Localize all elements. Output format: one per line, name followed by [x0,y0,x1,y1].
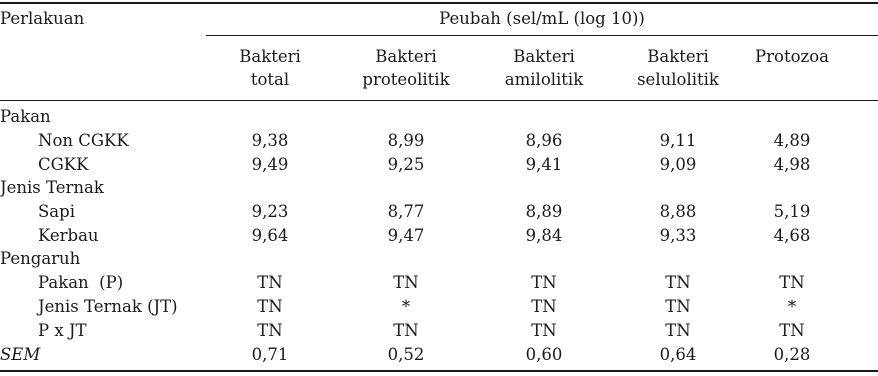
row-label-sem: SEM [0,345,41,364]
table-cell: TN [779,321,805,340]
table-cell: 9,41 [525,155,563,174]
table-cell: 8,96 [525,131,563,150]
top-rule [0,2,878,4]
table-cell: TN [665,273,691,292]
table-cell: 0,52 [387,345,425,364]
table-cell: 9,25 [387,155,425,174]
table-cell: TN [531,321,557,340]
table-cell: TN [393,321,419,340]
column-header-bakteri-selulolitik-line1: Bakteri [647,47,709,66]
row-label-sapi: Sapi [38,202,75,221]
table-cell: 9,11 [659,131,697,150]
table-cell: 9,84 [525,226,563,245]
row-label-p-x-jt: P x JT [38,321,87,340]
table-cell: 5,19 [773,202,811,221]
group-label-jenis-ternak: Jenis Ternak [0,178,104,197]
row-label-jenis-ternak-jt: Jenis Ternak (JT) [38,297,178,316]
span-header-rule [206,35,878,36]
table-cell: TN [393,273,419,292]
column-header-bakteri-proteolitik-line2: proteolitik [362,70,450,89]
table-cell: * [401,297,411,316]
table-cell: 0,60 [525,345,563,364]
table-cell: 9,09 [659,155,697,174]
table-cell: * [787,297,797,316]
table-cell: 0,28 [773,345,811,364]
column-header-bakteri-proteolitik-line1: Bakteri [375,47,437,66]
column-header-bakteri-amilolitik-line2: amilolitik [504,70,584,89]
table-cell: 8,77 [387,202,425,221]
row-label-non-cgkk: Non CGKK [38,131,129,150]
stub-header: Perlakuan [0,9,85,28]
table-cell: TN [779,273,805,292]
column-header-protozoa: Protozoa [755,47,829,66]
table-cell: TN [665,321,691,340]
column-header-bakteri-amilolitik-line1: Bakteri [513,47,575,66]
table-cell: TN [257,273,283,292]
table-cell: 9,23 [251,202,289,221]
table-cell: TN [665,297,691,316]
row-label-cgkk: CGKK [38,155,89,174]
table-cell: 0,71 [251,345,289,364]
group-label-pakan: Pakan [0,107,51,126]
header-bottom-rule [0,100,878,101]
column-header-bakteri-selulolitik-line2: selulolitik [637,70,719,89]
table-cell: TN [257,321,283,340]
table-cell: 0,64 [659,345,697,364]
table-cell: 4,89 [773,131,811,150]
row-label-pakan-p: Pakan (P) [38,273,124,292]
table-cell: 8,88 [659,202,697,221]
table-cell: 9,64 [251,226,289,245]
group-label-pengaruh: Pengaruh [0,249,81,268]
row-label-kerbau: Kerbau [38,226,99,245]
table-cell: 4,98 [773,155,811,174]
table-cell: TN [531,273,557,292]
table-cell: 8,89 [525,202,563,221]
table-cell: TN [531,297,557,316]
bottom-rule [0,370,878,372]
table-cell: TN [257,297,283,316]
table-cell: 8,99 [387,131,425,150]
table-cell: 9,33 [659,226,697,245]
span-header: Peubah (sel/mL (log 10)) [439,9,645,28]
table-cell: 9,47 [387,226,425,245]
column-header-bakteri-total-line2: total [250,70,290,89]
table-cell: 9,38 [251,131,289,150]
column-header-bakteri-total-line1: Bakteri [239,47,301,66]
table-cell: 4,68 [773,226,811,245]
table-cell: 9,49 [251,155,289,174]
